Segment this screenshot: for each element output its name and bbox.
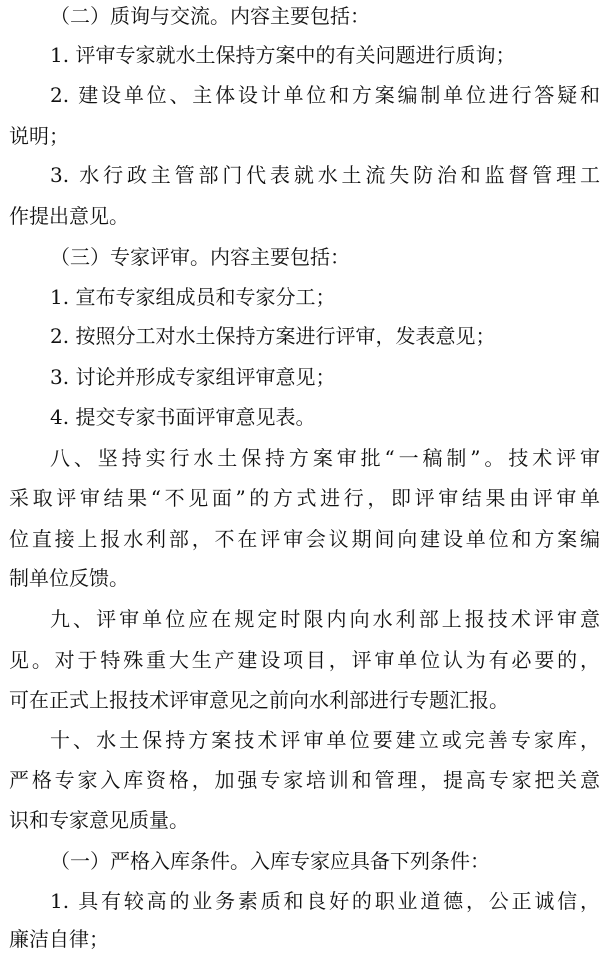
- paragraph-8-line: 采取评审结果“不见面”的方式进行，即评审结果由评审单: [9, 486, 600, 510]
- paragraph-10-line: 严格专家入库资格，加强专家培训和管理，提高专家把关意: [9, 768, 600, 792]
- paragraph-9-line: 见。对于特殊重大生产建设项目，评审单位认为有必要的，: [9, 648, 600, 672]
- section-heading-1: （一）严格入库条件。入库专家应具备下列条件：: [50, 849, 490, 873]
- paragraph-8-line: 八、坚持实行水土保持方案审批“一稿制”。技术评审: [50, 446, 600, 470]
- paragraph-9-line: 可在正式上报技术评审意见之前向水利部进行专题汇报。: [9, 688, 509, 712]
- list-item: 3. 水行政主管部门代表就水土流失防治和监督管理工: [50, 163, 600, 187]
- paragraph-10-line: 十、水土保持方案技术评审单位要建立或完善专家库，: [50, 728, 600, 752]
- list-item: 2. 建设单位、主体设计单位和方案编制单位进行答疑和: [50, 83, 600, 107]
- list-item: 1. 具有较高的业务素质和良好的职业道德，公正诚信，: [50, 889, 600, 913]
- section-heading-2: （二）质询与交流。内容主要包括：: [50, 4, 370, 28]
- list-item: 1. 宣布专家组成员和专家分工；: [50, 285, 336, 309]
- list-item: 4. 提交专家书面评审意见表。: [50, 405, 316, 429]
- paragraph-8-line: 位直接上报水利部，不在评审会议期间向建设单位和方案编: [9, 527, 600, 551]
- list-item-continuation: 说明；: [9, 124, 69, 148]
- paragraph-8-line: 制单位反馈。: [9, 566, 129, 590]
- list-item-continuation: 作提出意见。: [9, 204, 129, 228]
- list-item: 3. 讨论并形成专家组评审意见；: [50, 365, 336, 389]
- paragraph-9-line: 九、评审单位应在规定时限内向水利部上报技术评审意: [50, 607, 600, 631]
- paragraph-10-line: 识和专家意见质量。: [9, 808, 189, 832]
- section-heading-3: （三）专家评审。内容主要包括：: [50, 245, 350, 269]
- list-item-continuation: 廉洁自律；: [9, 927, 109, 951]
- list-item: 2. 按照分工对水土保持方案进行评审，发表意见；: [50, 324, 496, 348]
- list-item: 1. 评审专家就水土保持方案中的有关问题进行质询；: [50, 43, 516, 67]
